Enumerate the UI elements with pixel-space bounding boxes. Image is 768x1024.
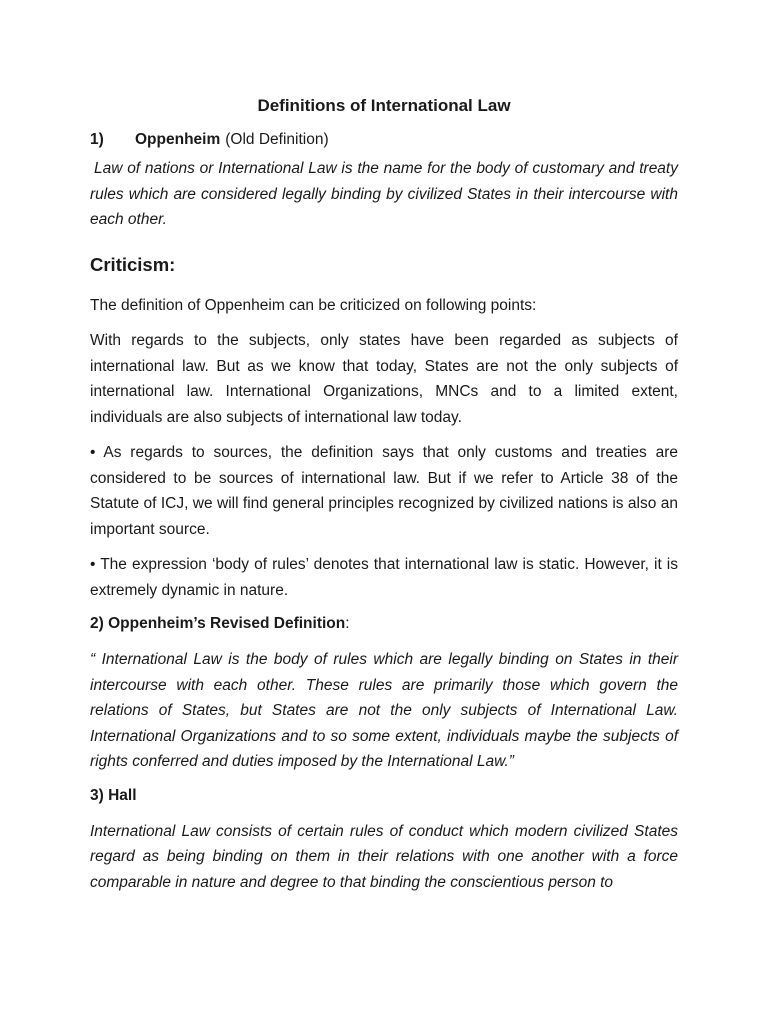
- definition-2-text: “ International Law is the body of rules which are legally binding on States in their intercourse with each other. These rules are primarily those which govern the relations of States, but States are not the only subjects of International Law. International Organizations and to so some extent, individuals maybe the subjects of rights conferred and duties imposed by the International Law.”: [90, 651, 678, 770]
- definition-1-qualifier: (Old Definition): [225, 131, 329, 148]
- criticism-point-body-of-rules: • The expression ‘body of rules’ denotes that international law is static. However, it is extremely dynamic in nature.: [90, 556, 678, 599]
- definition-3-heading: 3) Hall: [90, 786, 137, 804]
- criticism-heading: Criticism:: [90, 253, 176, 275]
- definition-1-text: Law of nations or International Law is the name for the body of customary and treaty rules which are considered legally binding by civilized States in their intercourse with each other.: [90, 160, 678, 228]
- definition-2-heading-text: 2) Oppenheim’s Revised Definition: [90, 615, 346, 632]
- definition-1-heading: [90, 130, 678, 150]
- document-content: [90, 94, 678, 905]
- page-title: Definitions of International Law: [257, 96, 511, 115]
- criticism-point-sources: • As regards to sources, the definition says that only customs and treaties are considered to be sources of international law. But if we refer to Article 38 of the Statute of ICJ, we will find general principles recognized by civilized nations is also an important source.: [90, 444, 678, 538]
- definition-3-text: International Law consists of certain rules of conduct which modern civilized States regard as being binding on them in their relations with one another with a force comparable in nature and degree to that binding the conscientious person to: [90, 822, 678, 891]
- criticism-point-subjects: With regards to the subjects, only states have been regarded as subjects of international law. But as we know that today, States are not the only subjects of international law. International Organizations, MNCs and to a limited extent, individuals are also subjects of international law today.: [90, 332, 678, 426]
- definition-1-number: 1): [90, 131, 104, 148]
- definition-2-heading-colon: :: [345, 615, 350, 632]
- criticism-intro: The definition of Oppenheim can be criticized on following points:: [90, 296, 537, 314]
- definition-2-heading: [90, 613, 678, 635]
- definition-1-name: Oppenheim: [135, 131, 221, 148]
